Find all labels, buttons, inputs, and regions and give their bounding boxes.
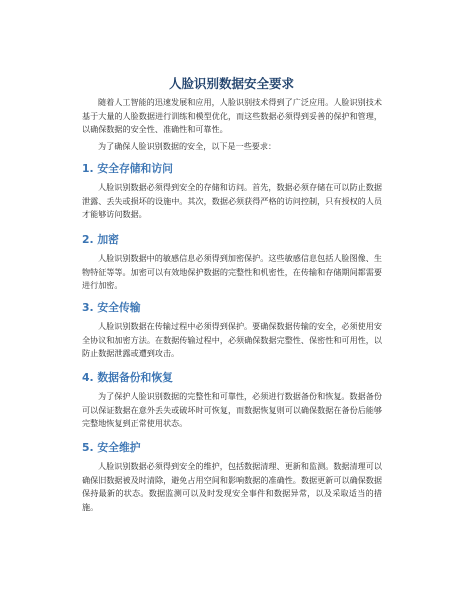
section-body-storage: 人脸识别数据必须得到安全的存储和访问。首先，数据必须存储在可以防止数据泄露、丢失或损坏的设施中。其次，数据必须获得严格的访问控制，只有授权的人员才能够访问数据。 [82, 182, 382, 220]
section-body-maintenance: 人脸识别数据必须得到安全的维护，包括数据清理、更新和监测。数据清理可以确保旧数据被及时清除，避免占用空间和影响数据的准确性。数据更新可以确保数据保持最新的状态。数据监测可以及时发现安全事件和数据异常，以及采取适当的措施。 [82, 461, 382, 512]
section-heading-maintenance: 5. 安全维护 [82, 441, 141, 454]
section-heading-storage: 1. 安全存储和访问 [82, 162, 173, 175]
intro-requirements-line: 为了确保人脸识别数据的安全，以下是一些要求： [98, 141, 277, 151]
section-heading-backup: 4. 数据备份和恢复 [82, 371, 173, 384]
section-heading-encryption: 2. 加密 [82, 233, 119, 246]
document-title: 人脸识别数据安全要求 [168, 76, 294, 91]
section-body-backup: 为了保护人脸识别数据的完整性和可靠性，必须进行数据备份和恢复。数据备份可以保证数据在意外丢失或破坏时可恢复，而数据恢复则可以确保数据在备份后能够完整地恢复到正常使用状态。 [82, 391, 382, 429]
section-heading-transmission: 3. 安全传输 [82, 301, 141, 314]
section-body-encryption: 人脸识别数据中的敏感信息必须得到加密保护。这些敏感信息包括人脸图像、生物特征等等。加密可以有效地保护数据的完整性和机密性，在传输和存储期间都需要进行加密。 [82, 253, 382, 291]
section-body-transmission: 人脸识别数据在传输过程中必须得到保护。要确保数据传输的安全，必须使用安全协议和加密方法。在数据传输过程中，必须确保数据完整性、保密性和可用性，以防止数据泄露或遭到攻击。 [82, 321, 382, 359]
intro-paragraph: 随着人工智能的迅速发展和应用，人脸识别技术得到了广泛应用。人脸识别技术基于大量的人脸数据进行训练和模型优化，而这些数据必须得到妥善的保护和管理，以确保数据的安全性、准确性和可靠性。 [82, 97, 382, 135]
